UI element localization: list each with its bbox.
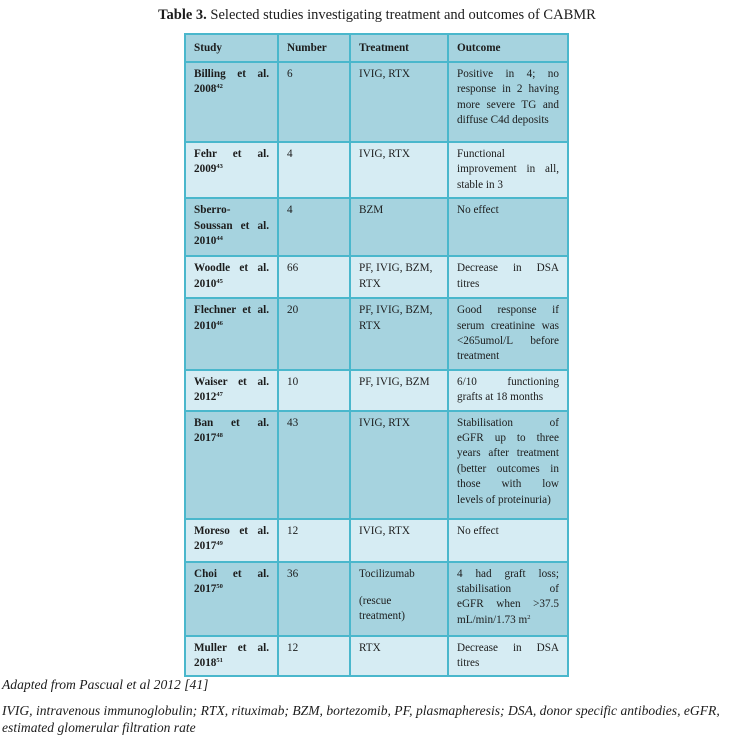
outcome-text: Stabilisation of (457, 416, 559, 429)
unit-superscript: 2 (527, 613, 531, 621)
treatment-line: IVIG, RTX (359, 416, 410, 429)
treatment-line: BZM (359, 204, 384, 217)
reference-number: 49 (216, 540, 223, 548)
outcome-line (457, 178, 559, 193)
outcome-line (457, 446, 559, 461)
outcome-line (457, 597, 559, 612)
outcome-line (457, 67, 559, 82)
column-header-study: Study (185, 34, 278, 62)
table-header-row (185, 34, 568, 62)
study-author: Moreso et al. (194, 524, 269, 537)
cell-treatment (350, 519, 448, 562)
outcome-line (457, 582, 559, 597)
study-author: Flechner et al. (194, 304, 269, 317)
outcome-line (457, 416, 559, 431)
outcome-text: grafts at 18 months (457, 391, 544, 404)
outcome-text: mL/min/1.73 m (457, 613, 528, 626)
treatment-line: IVIG, RTX (359, 148, 410, 160)
reference-number: 45 (216, 277, 223, 285)
study-year: 2018 (194, 657, 217, 670)
cell-study (185, 370, 278, 411)
cell-treatment (350, 256, 448, 298)
cell-outcome (448, 562, 568, 636)
study-year-line (194, 82, 269, 97)
table-caption-label: Table 3. (158, 7, 207, 23)
outcome-text: Decrease in DSA (457, 641, 559, 654)
outcome-line (457, 147, 559, 162)
outcome-line (457, 162, 559, 177)
table-caption (0, 6, 754, 24)
outcome-text: titres (457, 277, 480, 290)
source-note: Adapted from Pascual et al 2012 [41] (2, 677, 209, 692)
table-row (185, 636, 568, 677)
study-author: Woodle et al. (194, 262, 269, 275)
cell-number: 6 (278, 62, 350, 142)
cell-study (185, 636, 278, 677)
treatment-line: RTX (359, 277, 381, 290)
study-year: 2010 (194, 235, 217, 248)
treatment-line: PF, IVIG, BZM (359, 375, 430, 388)
study-author: Ban et al. (194, 416, 269, 429)
outcome-text: eGFR when >37.5 (457, 598, 559, 611)
cell-number: 4 (278, 142, 350, 198)
outcome-line (457, 303, 559, 318)
study-year-line (194, 319, 269, 334)
outcome-text: Decrease in DSA (457, 262, 559, 275)
column-header-number: Number (278, 34, 350, 62)
cell-study (185, 142, 278, 198)
outcome-line (457, 277, 559, 292)
outcome-text: <265umol/L before (457, 335, 559, 348)
outcome-line (457, 493, 559, 508)
study-year-line (194, 582, 269, 597)
reference-number: 43 (216, 163, 223, 171)
table-row (185, 198, 568, 256)
cell-number: 66 (278, 256, 350, 298)
outcome-line (457, 113, 559, 128)
cell-study (185, 519, 278, 562)
cell-study (185, 298, 278, 370)
table-row (185, 142, 568, 198)
treatment-line: Tocilizumab (359, 567, 415, 580)
cell-treatment (350, 636, 448, 677)
treatment-line: PF, IVIG, BZM, (359, 262, 433, 275)
abbreviations-note: IVIG, intravenous immunoglobulin; RTX, rituximab; BZM, bortezomib, PF, plasmapheresis; DSA, donor specific antibodies, eGFR, estimated glomerular filtration rate (2, 703, 720, 735)
outcome-text: more severe TG and (457, 98, 559, 111)
study-year-line (194, 162, 269, 177)
outcome-line (457, 98, 559, 113)
outcome-line (457, 375, 559, 390)
treatment-line: IVIG, RTX (359, 68, 410, 80)
study-year: 2008 (194, 83, 217, 96)
table-row (185, 62, 568, 142)
study-author: Billing et al. (194, 68, 269, 80)
outcome-line (457, 319, 559, 334)
cell-outcome (448, 636, 568, 677)
cell-number: 10 (278, 370, 350, 411)
cell-treatment (350, 370, 448, 411)
outcome-line (457, 203, 559, 218)
study-author: Waiser et al. (194, 375, 269, 388)
outcome-line (457, 567, 559, 582)
outcome-line (457, 656, 559, 671)
cell-study (185, 256, 278, 298)
outcome-line (457, 334, 559, 349)
study-author: Muller et al. (194, 641, 269, 654)
study-year-line (194, 539, 269, 554)
study-author: Choi et al. (194, 567, 269, 580)
cell-outcome (448, 519, 568, 562)
table-row (185, 298, 568, 370)
outcome-text: levels of proteinuria) (457, 493, 551, 506)
outcome-text: stabilisation of (457, 583, 559, 596)
study-year-line (194, 656, 269, 671)
outcome-text: those with low (457, 478, 559, 491)
cell-study (185, 411, 278, 519)
outcome-line (457, 477, 559, 492)
cell-treatment (350, 562, 448, 636)
study-year: 2010 (194, 277, 217, 290)
study-year-line (194, 277, 269, 292)
reference-number: 47 (216, 391, 223, 399)
reference-number: 44 (216, 235, 223, 243)
cell-outcome (448, 411, 568, 519)
column-header-outcome: Outcome (448, 34, 568, 62)
cell-study (185, 62, 278, 142)
study-author: Soussan et al. (194, 219, 269, 232)
outcome-text: improvement in all, (457, 163, 559, 176)
study-year: 2010 (194, 319, 217, 332)
cell-number: 4 (278, 198, 350, 256)
study-year-line (194, 234, 269, 249)
study-year-line (194, 431, 269, 446)
study-author: Sberro- (194, 204, 231, 217)
table-row (185, 411, 568, 519)
reference-number: 42 (216, 83, 223, 91)
outcome-line (457, 462, 559, 477)
reference-number: 48 (216, 432, 223, 440)
outcome-text: years after treatment (457, 447, 559, 460)
cell-number: 20 (278, 298, 350, 370)
outcome-text: No effect (457, 524, 499, 537)
reference-number: 50 (216, 583, 223, 591)
study-year: 2017 (194, 583, 217, 596)
study-year-line (194, 390, 269, 405)
outcome-line (457, 349, 559, 364)
outcome-text: treatment (457, 350, 500, 363)
cell-outcome (448, 256, 568, 298)
cell-number: 43 (278, 411, 350, 519)
cell-treatment (350, 411, 448, 519)
outcome-text: Functional (457, 148, 505, 160)
cell-outcome (448, 62, 568, 142)
outcome-text: serum creatinine was (457, 319, 559, 332)
table-body (185, 62, 568, 676)
treatment-line: PF, IVIG, BZM, (359, 304, 433, 317)
treatment-note-line: treatment) (359, 610, 405, 623)
table-caption-text: Selected studies investigating treatment and outcomes of CABMR (210, 7, 596, 23)
outcome-line (457, 82, 559, 97)
reference-number: 51 (216, 657, 223, 665)
studies-table (184, 33, 569, 677)
outcome-text: diffuse C4d deposits (457, 114, 549, 127)
treatment-line: RTX (359, 319, 381, 332)
outcome-text: titres (457, 657, 480, 670)
cell-outcome (448, 370, 568, 411)
treatment-note (359, 594, 439, 625)
treatment-line: IVIG, RTX (359, 524, 410, 537)
cell-treatment (350, 298, 448, 370)
study-year: 2017 (194, 432, 217, 445)
treatment-line: RTX (359, 641, 381, 654)
cell-study (185, 562, 278, 636)
outcome-text: (better outcomes in (457, 462, 559, 475)
outcome-text: Positive in 4; no (457, 68, 559, 80)
cell-outcome (448, 142, 568, 198)
outcome-text: eGFR up to three (457, 432, 559, 445)
outcome-line (457, 261, 559, 276)
study-year: 2017 (194, 540, 217, 553)
cell-outcome (448, 198, 568, 256)
outcome-line (457, 613, 559, 628)
cell-treatment (350, 142, 448, 198)
study-author: Fehr et al. (194, 148, 269, 160)
treatment-note-line: (rescue (359, 595, 392, 608)
outcome-line (457, 390, 559, 405)
outcome-text: 6/10 functioning (457, 375, 559, 388)
table-row (185, 370, 568, 411)
cell-outcome (448, 298, 568, 370)
outcome-text: 4 had graft loss; (457, 567, 559, 580)
cell-study (185, 198, 278, 256)
cell-number: 12 (278, 519, 350, 562)
outcome-text: Good response if (457, 304, 559, 317)
study-year: 2009 (194, 163, 217, 176)
outcome-line (457, 641, 559, 656)
cell-treatment (350, 198, 448, 256)
outcome-line (457, 431, 559, 446)
table-row (185, 562, 568, 636)
outcome-text: stable in 3 (457, 178, 503, 191)
cell-treatment (350, 62, 448, 142)
outcome-text: response in 2 having (457, 83, 559, 96)
cell-number: 36 (278, 562, 350, 636)
outcome-line (457, 524, 559, 539)
outcome-text: No effect (457, 204, 499, 217)
study-year: 2012 (194, 391, 217, 404)
reference-number: 46 (216, 319, 223, 327)
column-header-treatment: Treatment (350, 34, 448, 62)
table-row (185, 256, 568, 298)
cell-number: 12 (278, 636, 350, 677)
table-row (185, 519, 568, 562)
